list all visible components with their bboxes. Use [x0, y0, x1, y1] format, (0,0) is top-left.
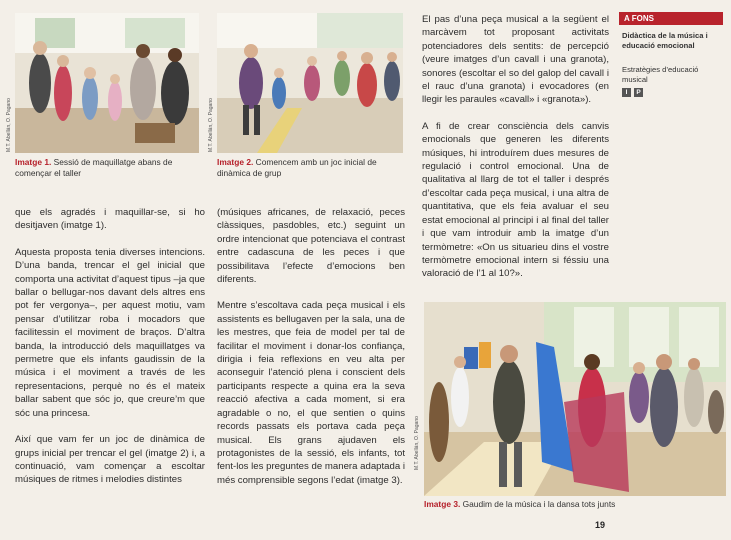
photo-music-dance — [424, 302, 726, 496]
page-number: 19 — [595, 520, 606, 530]
photo1-caption — [15, 157, 205, 179]
photo-group-game-illustration — [217, 13, 403, 153]
photo2-credit: M.T. Abellán, O. Pagano — [208, 98, 214, 152]
col3-paragraph: A fi de crear consciència dels canvis emocionals que generen les diferents músiques, hi introduírem dues mesures de regulació i control emocional. Una de qualitativa al llarg de tot el taller i després d’escoltar cada peça musical, i una altra de quantitativa, que els feia avaluar el seu estat emocional al principi i al final del taller i que vam introduir amb la imatge d’un termòmetre: «On us situarieu dins el vostre termòmetre emocional intern si féssiu una valoració de l’1 al 10?». — [422, 120, 609, 280]
photo2-caption — [217, 157, 407, 179]
sidebar-section-header: A FONS — [619, 12, 723, 25]
photo-music-dance-illustration — [424, 302, 726, 496]
photo3-credit: M.T. Abellán, O. Pagano — [414, 416, 420, 470]
sidebar-subtitle: Estratègies d’educació musical — [622, 65, 699, 84]
photo-makeup-session — [15, 13, 199, 153]
col2-paragraph: (músiques africanes, de relaxació, peces clàssiques, pasdobles, etc.) seguint un ordre intencionat que potenciava el contrast entre cadascuna de les peces i que possibilitava l’efecte d’emocions ben diferents. — [217, 207, 405, 286]
photo1-credit: M.T. Abellán, O. Pagano — [6, 98, 12, 152]
column-2 — [217, 206, 405, 487]
photo3-caption-text: Gaudim de la música i la dansa tots junts — [460, 499, 616, 509]
col1-paragraph: que els agradés i maquillar-se, si ho desitjaven (imatge 1). — [15, 207, 205, 232]
photo3-caption — [424, 499, 726, 510]
column-1 — [15, 206, 205, 487]
col1-paragraph: Aquesta proposta tenia diverses intencions. D’una banda, trencar el gel inicial que comporta una activitat d’aquest tipus –ja que ballar o bellugar-nos davant dels altres ens pot fer vergonya–, per aquest motiu, vam pensar d’utilitzar roba i mocadors que facilitessin el moviment de braços. D’altra banda, la introducció dels maquillatges va permetre que els infants gaudissin de la música i el moviment a través de les representacions, perquè no és el mateix ballar sabent que sóc jo, que creure’m que sóc una princesa. — [15, 246, 205, 419]
badge-level-p: P — [634, 88, 643, 97]
sidebar-title: Didàctica de la música i educació emocional — [622, 31, 708, 50]
photo1-caption-label: Imatge 1. — [15, 157, 52, 167]
column-3 — [422, 13, 609, 281]
col3-paragraph: El pas d’una peça musical a la següent el marcàvem tot proposant activitats potenciadores dels sentits: de percepció (veure imatges d’un cavall i una granota), sonores (escoltar el so del galop del cavall i el rauc d’una granota) i evocadores (en llegir les paraules «cavall» i «granota»). — [422, 14, 609, 106]
col1-paragraph: Així que vam fer un joc de dinàmica de grups inicial per trencar el gel (imatge 2) i, a continuació, vam començar a escoltar músiques de ritmes i melodies distintes — [15, 434, 205, 486]
photo2-caption-text: Comencem amb un joc inicial de dinàmica de grup — [217, 157, 377, 178]
badge-level-i: I — [622, 88, 631, 97]
photo1-caption-text: Sessió de maquillatge abans de començar el taller — [15, 157, 173, 178]
photo-group-game — [217, 13, 403, 153]
col2-paragraph: Mentre s’escoltava cada peça musical i els assistents es bellugaven per la sala, una de les mestres, que feia de model per tal de facilitar el moviment i donar-los confiança, dirigia i feia reflexions en veu alta per aconseguir l’atenció plena i conscient dels participants respecte a quina era la seva reacció afectiva a cada moment, si era agradable o no, el que sentien o quins records passats els portava cada peça musical. Els grans ajudaven els protagonistes de la sessió, els infants, tot fent-los les preguntes de manera adaptada i més comprensible segons l’edat (imatge 3). — [217, 300, 405, 486]
photo-makeup-session-illustration — [15, 13, 199, 153]
photo3-caption-label: Imatge 3. — [424, 499, 461, 509]
photo2-caption-label: Imatge 2. — [217, 157, 254, 167]
